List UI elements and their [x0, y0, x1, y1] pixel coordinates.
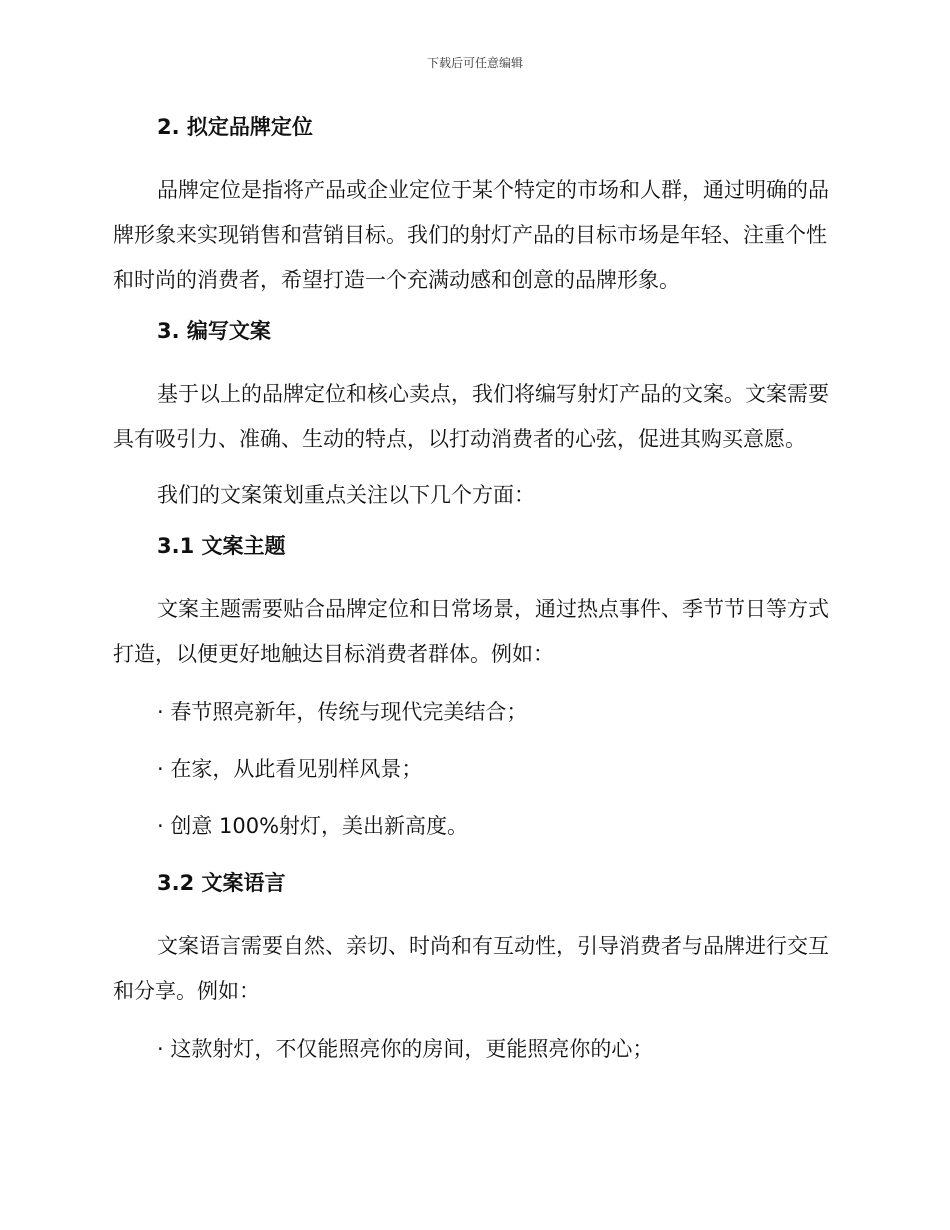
list-item: · 创意 100%射灯，美出新高度。 — [157, 814, 469, 838]
list-item: · 在家，从此看见别样风景； — [157, 757, 423, 781]
page-header-note: 下载后可任意编辑 — [426, 56, 523, 70]
section-heading-3: 3. 编写文案 — [157, 319, 271, 343]
document-body — [113, 110, 833, 1089]
section-heading-3-1: 3.1 文案主题 — [157, 534, 286, 558]
section-heading-2: 2. 拟定品牌定位 — [157, 115, 313, 139]
list-item: · 春节照亮新年，传统与现代完美结合； — [157, 700, 528, 724]
paragraph-brand-positioning: 品牌定位是指将产品或企业定位于某个特定的市场和人群，通过明确的品牌形象来实现销售和营销目标。我们的射灯产品的目标市场是年轻、注重个性和时尚的消费者，希望打造一个充满动感和创意的品牌形象。 — [113, 178, 829, 292]
paragraph-copy-language: 文案语言需要自然、亲切、时尚和有互动性，引导消费者与品牌进行交互和分享。例如： — [113, 934, 829, 1003]
list-item: · 这款射灯，不仅能照亮你的房间，更能照亮你的心； — [157, 1037, 654, 1061]
paragraph-copy-theme: 文案主题需要贴合品牌定位和日常场景，通过热点事件、季节节日等方式打造，以便更好地触达目标消费者群体。例如： — [113, 597, 829, 666]
paragraph-copywriting: 基于以上的品牌定位和核心卖点，我们将编写射灯产品的文案。文案需要具有吸引力、准确、生动的特点，以打动消费者的心弦，促进其购买意愿。 — [113, 382, 829, 451]
paragraph-focus-areas: 我们的文案策划重点关注以下几个方面： — [157, 483, 535, 507]
section-heading-3-2: 3.2 文案语言 — [157, 871, 286, 895]
